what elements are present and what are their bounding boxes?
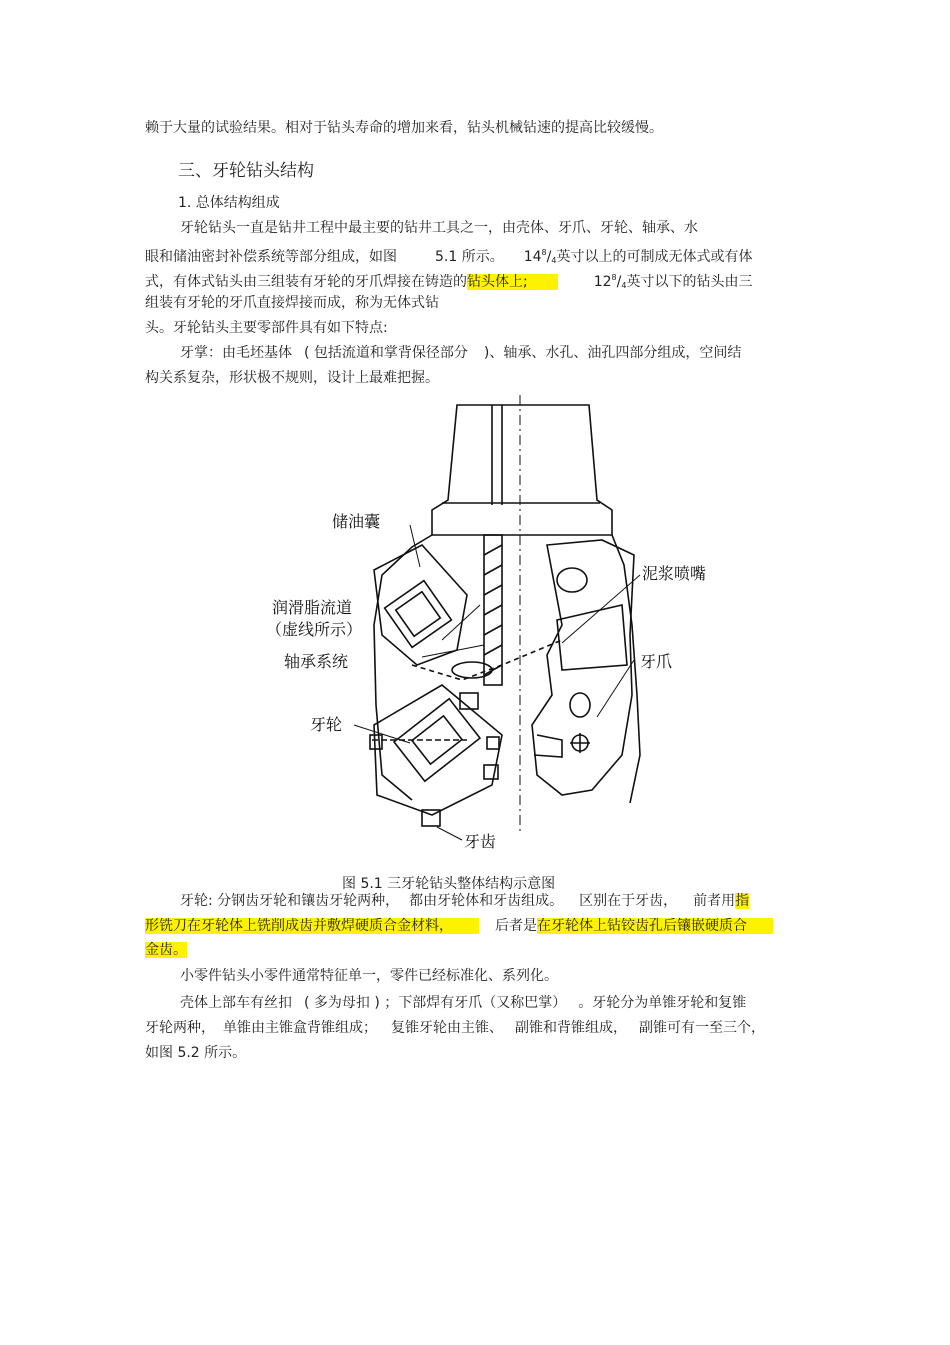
label-grease-channel: 润滑脂流道 [272,598,353,617]
para5-line3: 如图 5.2 所示。 [145,1045,247,1061]
highlighted-text: 形铣刀在牙轮体上铣削成齿并敷焊硬质合金材料， [145,918,479,934]
text-run: 副锥可有一至三个， [639,1020,765,1036]
text-run: 14 [523,249,542,265]
figure-caption: 图 5.1 三牙轮钻头整体结构示意图 [342,876,556,892]
superscript: 8 [541,248,547,257]
text-run: 5.1 所示。 [435,249,504,265]
text-run: 复锥牙轮由主锥、 [391,1020,503,1036]
paragraph-intro: 赖于大量的试验结果。相对于钻头寿命的增加来看，钻头机械钻速的提高比较缓慢。 [145,120,663,136]
text-run: 副锥和背锥组成， [515,1020,627,1036]
subscript: 4 [621,281,627,290]
text-run: 壳体上部车有丝扣 [180,995,292,1011]
text-run: 前者用 [693,893,736,909]
text-run: 后者是 [495,918,537,934]
para2-line1 [180,343,741,363]
subsection-heading: 1. 总体结构组成 [178,195,280,211]
text-run: 都由牙轮体和牙齿组成。 [409,893,564,909]
text-run: / [546,249,552,265]
section-heading: 三、牙轮钻头结构 [178,161,314,181]
text-run: 牙轮两种， [145,1020,215,1036]
text-run: 式，有体式钻头由三组装有牙轮的牙爪焊接在铸造的 [145,274,467,290]
para1-line3 [145,268,752,296]
para3-line2 [145,916,773,936]
label-teeth: 牙齿 [464,832,497,851]
text-run: 12 [593,274,612,290]
highlighted-text: 金齿。 [145,942,187,958]
label-cone: 牙轮 [310,715,343,734]
text-run: 英寸以下的钻头由三 [626,274,753,290]
label-bearing-system: 轴承系统 [284,652,349,671]
para1-line5: 头。牙轮钻头主要零部件具有如下特点: [145,320,388,336]
drill-bit-diagram [262,395,707,865]
text-run: 单锥由主锥盒背锥组成； [223,1020,377,1036]
label-claw: 牙爪 [640,652,673,671]
text-run: ( 多为母扣 ) ；下部焊有牙爪（又称巴掌） [304,995,567,1011]
para1-line2 [145,243,752,271]
highlighted-text: 在牙轮体上钻铰齿孔后镶嵌硬质合 [537,918,773,934]
para1-line4: 组装有牙轮的牙爪直接焊接而成，称为无体式钻 [145,295,439,311]
subscript: 4 [551,256,557,265]
label-grease-note: （虚线所示） [266,620,363,639]
para5-line2 [145,1018,765,1038]
label-mud-nozzle: 泥浆喷嘴 [642,564,707,583]
text-run: / [616,274,622,290]
superscript: 8 [611,273,617,282]
para3-line3 [145,940,187,960]
text-run: 。牙轮分为单锥牙轮和复锥 [578,995,747,1011]
text-run: 眼和储油密封补偿系统等部分组成，如图 [145,249,397,265]
para4-line1: 小零件钻头小零件通常特征单一，零件已经标准化、系列化。 [180,968,558,984]
para3-line1 [180,891,749,911]
para1-line1: 牙轮钻头一直是钻井工程中最主要的钻井工具之一，由壳体、牙爪、牙轮、轴承、水 [180,220,698,236]
text-run: 区别在于牙齿， [579,893,678,909]
highlighted-text: 钻头体上; [467,274,558,290]
text-run: ( 包括流道和掌背保径部分 [304,345,468,361]
text-run: 牙掌：由毛坯基体 [180,345,292,361]
text-run: )、轴承、水孔、油孔四部分组成，空间结 [483,345,742,361]
para5-line1 [180,993,746,1013]
highlighted-text: 指 [735,893,750,909]
text-run: 英寸以上的可制成无体式或有体 [556,249,753,265]
para2-line2: 构关系复杂，形状极不规则，设计上最难把握。 [145,370,439,386]
text-run: 牙轮: 分钢齿牙轮和镶齿牙轮两种， [180,893,400,909]
label-oil-bag: 储油囊 [332,512,381,531]
